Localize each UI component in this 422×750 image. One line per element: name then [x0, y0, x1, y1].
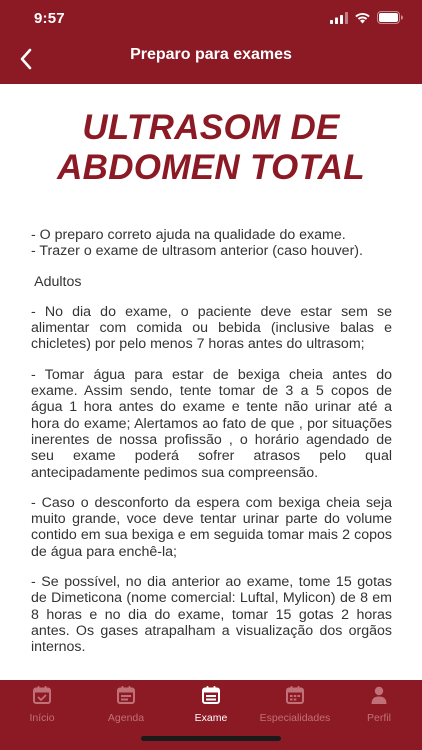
tab-inicio[interactable] [18, 684, 66, 728]
calendar-icon [115, 684, 137, 706]
app-header [0, 0, 422, 84]
back-button[interactable] [6, 42, 46, 76]
page-title: Preparo para exames [130, 46, 292, 63]
calendar-grid-icon [284, 684, 306, 706]
instruction-paragraph: - Caso o desconforto da espera com bexiga cheia seja muito grande, voce deve tentar urinar parte do volume contido em sua bexiga e em seguida tomar mais 2 copos de água para enchê-la; [31, 494, 392, 560]
instruction-paragraph: - Trazer o exame de ultrasom anterior (caso houver). [31, 243, 363, 260]
tab-label: Perfil [367, 712, 391, 724]
tab-agenda[interactable] [102, 684, 150, 728]
status-bar [0, 0, 422, 40]
user-icon [368, 684, 390, 706]
status-time: 9:57 [34, 10, 65, 27]
tab-label: Início [29, 712, 55, 724]
exam-instructions [31, 227, 392, 670]
status-icons [330, 11, 404, 24]
instruction-paragraph: - Tomar água para estar de bexiga cheia antes do exame. Assim sendo, tente tomar de 3 a 5 copos de água 1 hora antes do exame e tente não urinar até a hora do exame; Alertamos ao fato de que , por situações inerentes de nossa profissão , o horário agendado de seu exame poderá sofrer atrasos pelo qual antecipadamente pedimos sua compreensão. [31, 366, 392, 481]
nav-bar [0, 40, 422, 84]
instruction-paragraph: - Se possível, no dia anterior ao exame, tome 15 gotas de Dimeticona (nome comercial: Luftal, Mylicon) de 8 em 8 horas e no dia do exame, tomar 15 gotas 2 horas antes. Os gases atrapalham a visualização dos orgãos internos. [31, 574, 392, 656]
tab-exame[interactable] [187, 684, 235, 728]
battery-icon [377, 11, 404, 24]
tab-label: Agenda [107, 712, 145, 724]
home-indicator [141, 736, 281, 741]
instruction-paragraph: - No dia do exame, o paciente deve estar sem se alimentar com comida ou bebida (inclusive balas e chicletes) por pelo menos 7 horas antes do ultrasom; [31, 303, 392, 353]
signal-icon [330, 12, 348, 24]
exam-title-line-2: ABDOMEN TOTAL [57, 148, 365, 187]
section-heading-adults: Adultos [31, 273, 82, 290]
tab-especialidades[interactable] [252, 684, 338, 728]
calendar-check-icon [31, 684, 53, 706]
instruction-paragraph: - O preparo correto ajuda na qualidade do exame. [31, 227, 346, 243]
tab-label: Exame [194, 712, 228, 724]
exam-title [0, 108, 422, 188]
wifi-icon [354, 12, 371, 24]
tab-label: Especialidades [259, 712, 331, 724]
exam-content[interactable] [0, 84, 422, 680]
exam-title-line-1: ULTRASOM DE [82, 108, 340, 147]
chevron-left-icon [19, 48, 33, 70]
tab-perfil[interactable] [356, 684, 402, 728]
calendar-list-icon [200, 684, 222, 706]
